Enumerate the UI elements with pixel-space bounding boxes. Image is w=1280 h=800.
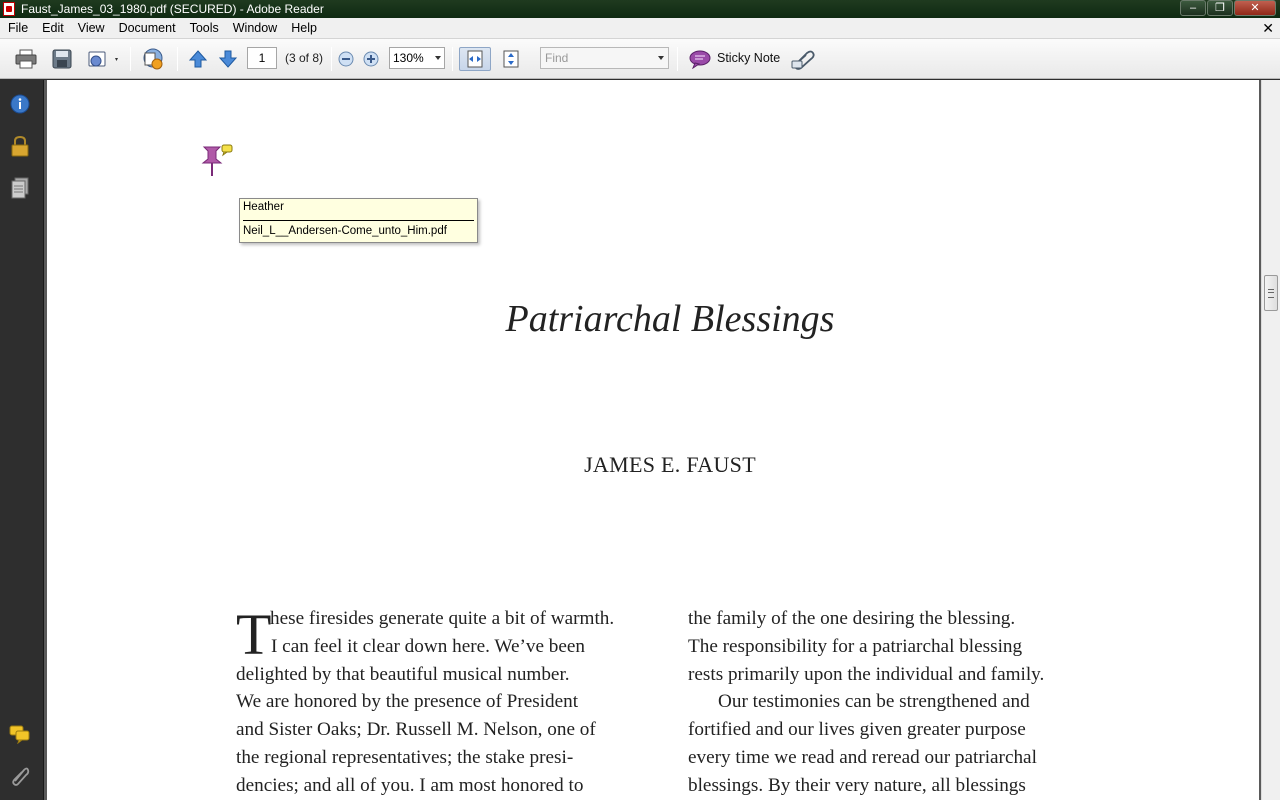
attachments-panel-button[interactable] (8, 764, 32, 788)
document-author: JAMES E. FAUST (584, 452, 756, 477)
sticky-note-icon (688, 49, 712, 69)
print-icon (15, 49, 37, 69)
right-column (688, 608, 1044, 800)
toolbar-separator (177, 47, 178, 71)
menu-edit[interactable]: Edit (42, 21, 64, 35)
document-viewport[interactable] (44, 80, 1261, 800)
close-document-button[interactable]: ✕ (1262, 20, 1274, 36)
next-page-button[interactable] (215, 47, 241, 71)
attachments-icon (10, 765, 30, 787)
sticky-note-popup[interactable] (239, 198, 478, 243)
text-line: the family of the one desiring the blessing. (688, 608, 1016, 629)
window-title: Faust_James_03_1980.pdf (SECURED) - Adobe Reader (21, 2, 324, 16)
sticky-note-button[interactable] (686, 47, 714, 71)
collaborate-button[interactable] (138, 47, 168, 71)
text-line: rests primarily upon the individual and family. (688, 663, 1045, 685)
pages-panel-button[interactable] (8, 176, 32, 200)
lock-icon (10, 135, 30, 157)
next-page-icon (218, 49, 238, 69)
sticky-note-label[interactable]: Sticky Note (717, 51, 781, 65)
text-line: We are honored by the presence of President (236, 691, 579, 713)
comments-panel-button[interactable] (8, 722, 32, 746)
pdf-page[interactable] (47, 80, 1259, 800)
pages-icon (10, 177, 30, 199)
text-line: the regional representatives; the stake presi- (236, 746, 574, 768)
minimize-button[interactable]: – (1180, 0, 1206, 16)
print-button[interactable] (13, 47, 39, 71)
zoom-in-icon (363, 51, 379, 67)
share-icon (87, 49, 121, 69)
title-bar (0, 0, 1280, 18)
text-line: I can feel it clear down here. We’ve been (271, 635, 585, 657)
zoom-value: 130% (393, 51, 424, 65)
text-line: every time we read and reread our patriarchal (688, 746, 1037, 768)
vertical-scrollbar[interactable] (1261, 80, 1280, 800)
text-line: hese firesides generate quite a bit of warmth. (270, 608, 615, 629)
drop-cap: T (236, 602, 272, 667)
fit-width-button[interactable] (459, 47, 491, 71)
toolbar-separator (677, 47, 678, 71)
menu-window[interactable]: Window (232, 21, 278, 35)
menu-document[interactable]: Document (118, 21, 176, 35)
toolbar-separator (452, 47, 453, 71)
attach-icon (789, 47, 817, 71)
security-settings-button[interactable] (8, 134, 32, 158)
maximize-button[interactable]: ❐ (1207, 0, 1233, 16)
menu-help[interactable]: Help (291, 21, 317, 35)
collaborate-icon (139, 47, 167, 71)
window-controls (1180, 0, 1276, 16)
chevron-down-icon (435, 56, 441, 60)
zoom-in-button[interactable] (361, 47, 381, 71)
save-icon (52, 49, 72, 69)
left-column (236, 602, 615, 800)
text-line: fortified and our lives given greater purpose (688, 719, 1026, 741)
scrollbar-thumb[interactable] (1264, 275, 1278, 311)
find-placeholder: Find (545, 51, 569, 65)
page-count: (3 of 8) (285, 51, 324, 65)
sticky-note-annotation[interactable] (200, 143, 236, 182)
note-content[interactable]: Neil_L__Andersen-Come_unto_Him.pdf (243, 225, 447, 237)
document-properties-button[interactable] (8, 92, 32, 116)
document-title: Patriarchal Blessings (505, 298, 835, 340)
chevron-down-icon (658, 56, 664, 60)
fit-page-button[interactable] (498, 47, 524, 71)
save-button[interactable] (49, 47, 75, 71)
menu-tools[interactable]: Tools (189, 21, 219, 35)
text-line: Our testimonies can be strengthened and (718, 691, 1030, 713)
attach-file-button[interactable] (788, 47, 818, 71)
menu-bar (0, 18, 1280, 39)
comments-icon (9, 724, 31, 744)
text-line: The responsibility for a patriarchal blessing (688, 635, 1023, 657)
toolbar-separator (331, 47, 332, 71)
fit-page-icon (501, 49, 521, 69)
note-author: Heather (243, 201, 284, 213)
menu-view[interactable]: View (77, 21, 105, 35)
zoom-out-button[interactable] (336, 47, 356, 71)
adobe-reader-icon (3, 2, 15, 16)
menu-file[interactable]: File (8, 21, 29, 35)
navigation-panel (0, 80, 44, 800)
pushpin-icon (200, 143, 236, 179)
text-line: blessings. By their very nature, all blessings (688, 774, 1026, 796)
share-button[interactable] (85, 47, 123, 71)
fit-width-icon (465, 49, 485, 69)
page-number-input[interactable]: 1 (247, 47, 277, 69)
prev-page-icon (188, 49, 208, 69)
zoom-out-icon (338, 51, 354, 67)
note-divider (243, 220, 474, 221)
toolbar-separator (130, 47, 131, 71)
close-window-button[interactable]: ✕ (1234, 0, 1276, 16)
text-line: dencies; and all of you. I am most honored to (236, 774, 584, 796)
text-line: and Sister Oaks; Dr. Russell M. Nelson, one of (236, 719, 596, 741)
previous-page-button[interactable] (185, 47, 211, 71)
text-line: delighted by that beautiful musical number. (236, 663, 570, 685)
info-icon (10, 94, 30, 114)
zoom-select[interactable] (389, 47, 445, 69)
find-input[interactable] (540, 47, 669, 69)
